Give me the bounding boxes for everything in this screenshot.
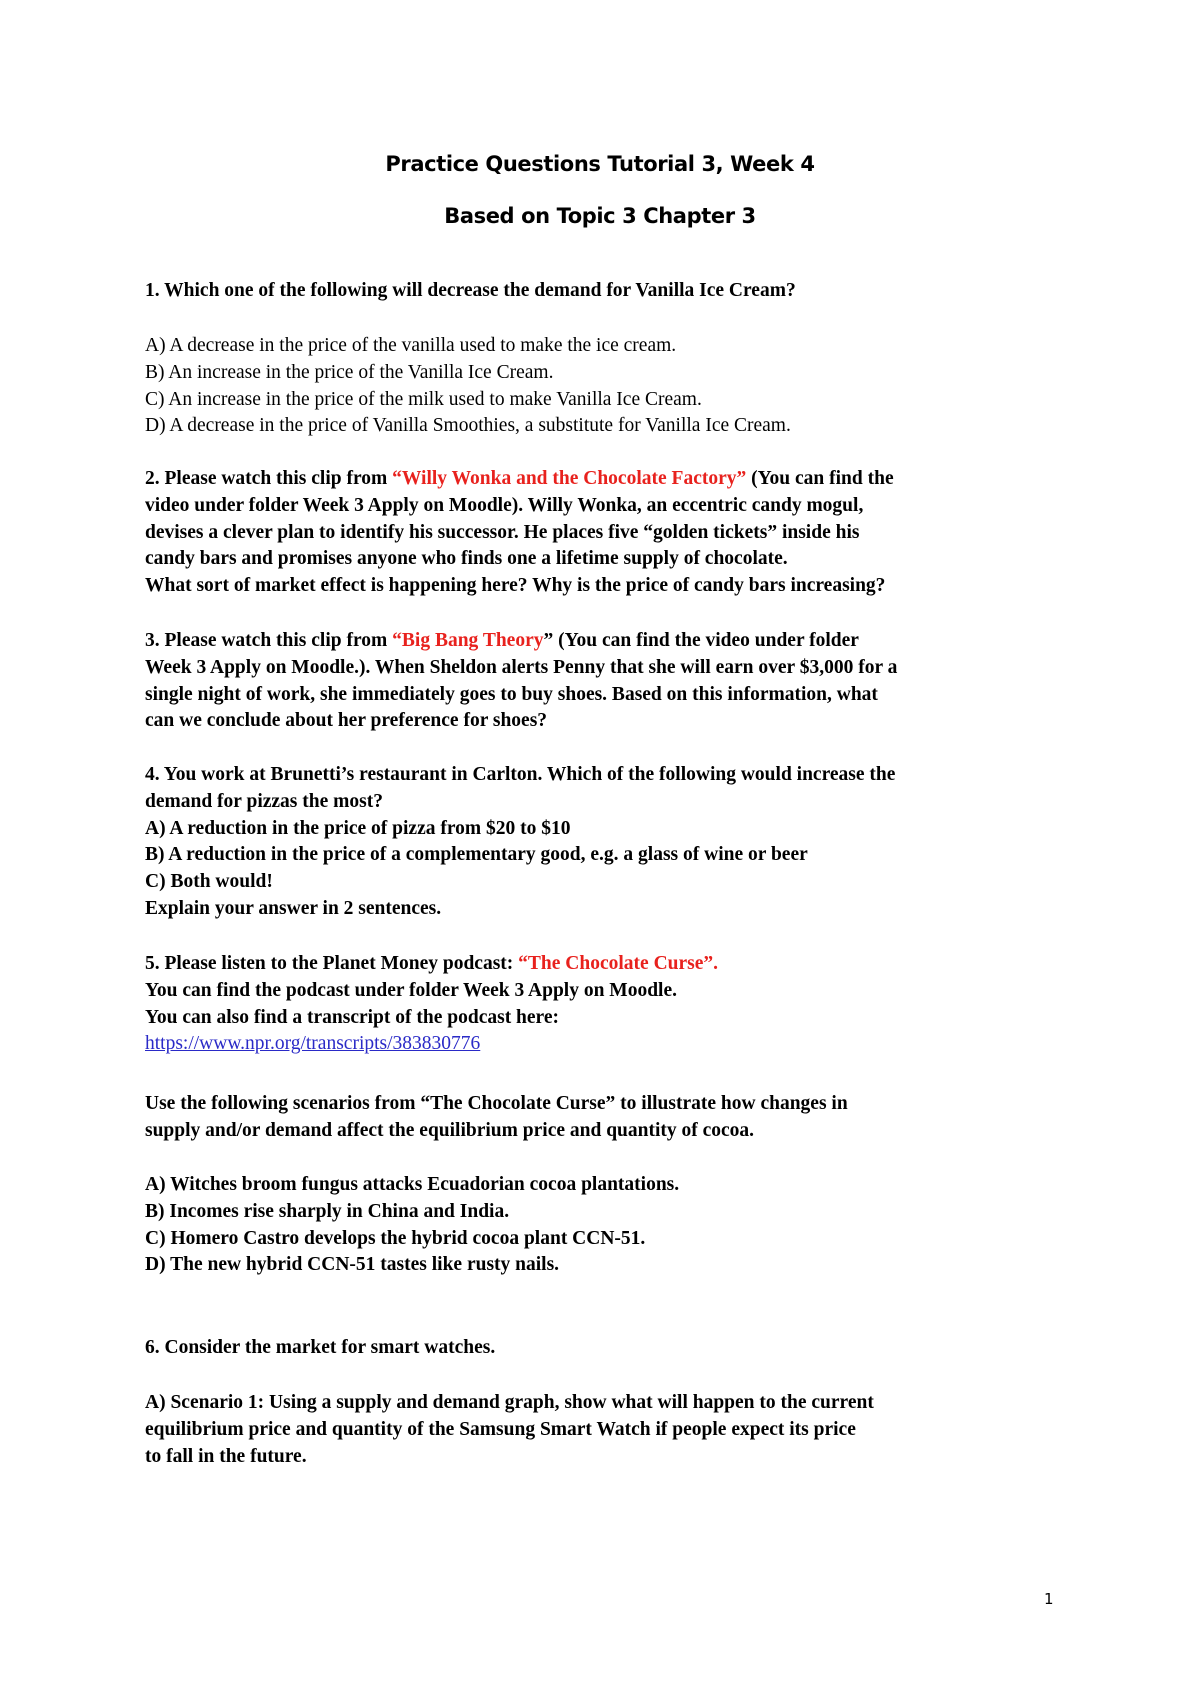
question-4-line: demand for pizzas the most? — [145, 790, 383, 812]
question-5-scenarios — [145, 1172, 1075, 1279]
question-2-open-quote: “ — [392, 468, 402, 489]
question-2-line: What sort of market effect is happening here? Why is the price of candy bars increasing? — [145, 575, 886, 597]
question-2-close-quote: ” — [736, 468, 747, 489]
question-2 — [145, 466, 1075, 600]
page-number: 1 — [1044, 1590, 1054, 1608]
question-6-text: 6. Consider the market for smart watches. — [145, 1337, 496, 1358]
question-1-option-a: A) A decrease in the price of the vanilla used to make the ice cream. — [145, 335, 677, 356]
question-3-open-quote: “ — [392, 630, 402, 651]
document-subtitle: Based on Topic 3 Chapter 3 — [444, 204, 756, 228]
question-1-option-b: B) An increase in the price of the Vanilla Ice Cream. — [145, 361, 554, 383]
question-2-prefix: 2. Please watch this clip from — [145, 468, 393, 489]
question-5 — [145, 951, 1075, 1031]
question-6 — [145, 1335, 1075, 1362]
question-5-scenario-c: C) Homero Castro develops the hybrid cocoa plant CCN-51. — [145, 1227, 646, 1249]
question-3-clip-title: Big Bang Theory — [401, 630, 544, 651]
transcript-link[interactable]: https://www.npr.org/transcripts/383830776 — [145, 1033, 481, 1054]
question-5-scenario-d: D) The new hybrid CCN-51 tastes like rusty nails. — [145, 1254, 560, 1276]
question-1-text: 1. Which one of the following will decrease the demand for Vanilla Ice Cream? — [145, 280, 796, 301]
question-3-line: Week 3 Apply on Moodle.). When Sheldon alerts Penny that she will earn over $3,000 for a — [145, 656, 898, 678]
question-5-scenario-intro — [145, 1091, 1075, 1145]
question-5-line: You can find the podcast under folder Week 3 Apply on Moodle. — [145, 979, 678, 1001]
question-3-close-quote: ” — [543, 630, 554, 651]
question-6-scenario-1 — [145, 1390, 1075, 1470]
question-1-option-d: D) A decrease in the price of Vanilla Smoothies, a substitute for Vanilla Ice Cream. — [145, 415, 791, 437]
question-1-options — [145, 333, 1075, 440]
question-1-option-c: C) An increase in the price of the milk used to make Vanilla Ice Cream. — [145, 388, 702, 410]
question-1 — [145, 278, 1075, 305]
question-5-intro-line: supply and/or demand affect the equilibrium price and quantity of cocoa. — [145, 1119, 755, 1141]
question-4-option-c: C) Both would! — [145, 871, 273, 893]
question-5-line: You can also find a transcript of the podcast here: — [145, 1006, 560, 1028]
question-2-line: candy bars and promises anyone who finds one a lifetime supply of chocolate. — [145, 548, 788, 570]
question-3-prefix: 3. Please watch this clip from — [145, 630, 393, 651]
question-3-line: single night of work, she immediately goes to buy shoes. Based on this information, what — [145, 683, 878, 705]
question-5-podcast-title: “The Chocolate Curse”. — [518, 953, 719, 974]
question-5-first-line — [145, 951, 1075, 978]
question-4-line: 4. You work at Brunetti’s restaurant in Carlton. Which of the following would increase the — [145, 764, 896, 785]
question-4-instruction: Explain your answer in 2 sentences. — [145, 897, 442, 919]
question-4-option-b: B) A reduction in the price of a complementary good, e.g. a glass of wine or beer — [145, 844, 808, 866]
question-6-line: equilibrium price and quantity of the Samsung Smart Watch if people expect its price — [145, 1418, 856, 1440]
document-title: Practice Questions Tutorial 3, Week 4 — [385, 152, 815, 176]
question-2-first-line — [145, 466, 1075, 493]
question-2-line: devises a clever plan to identify his successor. He places five “golden tickets” inside his — [145, 521, 860, 543]
question-3 — [145, 628, 1075, 735]
question-5-scenario-a: A) Witches broom fungus attacks Ecuadorian cocoa plantations. — [145, 1174, 680, 1195]
question-5-intro-line: Use the following scenarios from “The Chocolate Curse” to illustrate how changes in — [145, 1093, 848, 1114]
question-6-line: A) Scenario 1: Using a supply and demand graph, show what will happen to the current — [145, 1392, 874, 1413]
question-6-line: to fall in the future. — [145, 1445, 307, 1467]
question-5-scenario-b: B) Incomes rise sharply in China and India. — [145, 1200, 510, 1222]
question-4-option-a: A) A reduction in the price of pizza from $20 to $10 — [145, 817, 571, 839]
question-3-line: can we conclude about her preference for shoes? — [145, 710, 548, 732]
question-5-prefix: 5. Please listen to the Planet Money podcast: — [145, 953, 519, 974]
question-4 — [145, 762, 1075, 923]
question-2-line: video under folder Week 3 Apply on Moodle). Willy Wonka, an eccentric candy mogul, — [145, 494, 864, 516]
question-2-suffix: (You can find the — [746, 468, 894, 489]
question-5-link-row — [145, 1031, 1075, 1058]
question-2-clip-title: Willy Wonka and the Chocolate Factory — [401, 468, 737, 489]
question-3-first-line — [145, 628, 1075, 655]
question-3-suffix: (You can find the video under folder — [553, 630, 859, 651]
